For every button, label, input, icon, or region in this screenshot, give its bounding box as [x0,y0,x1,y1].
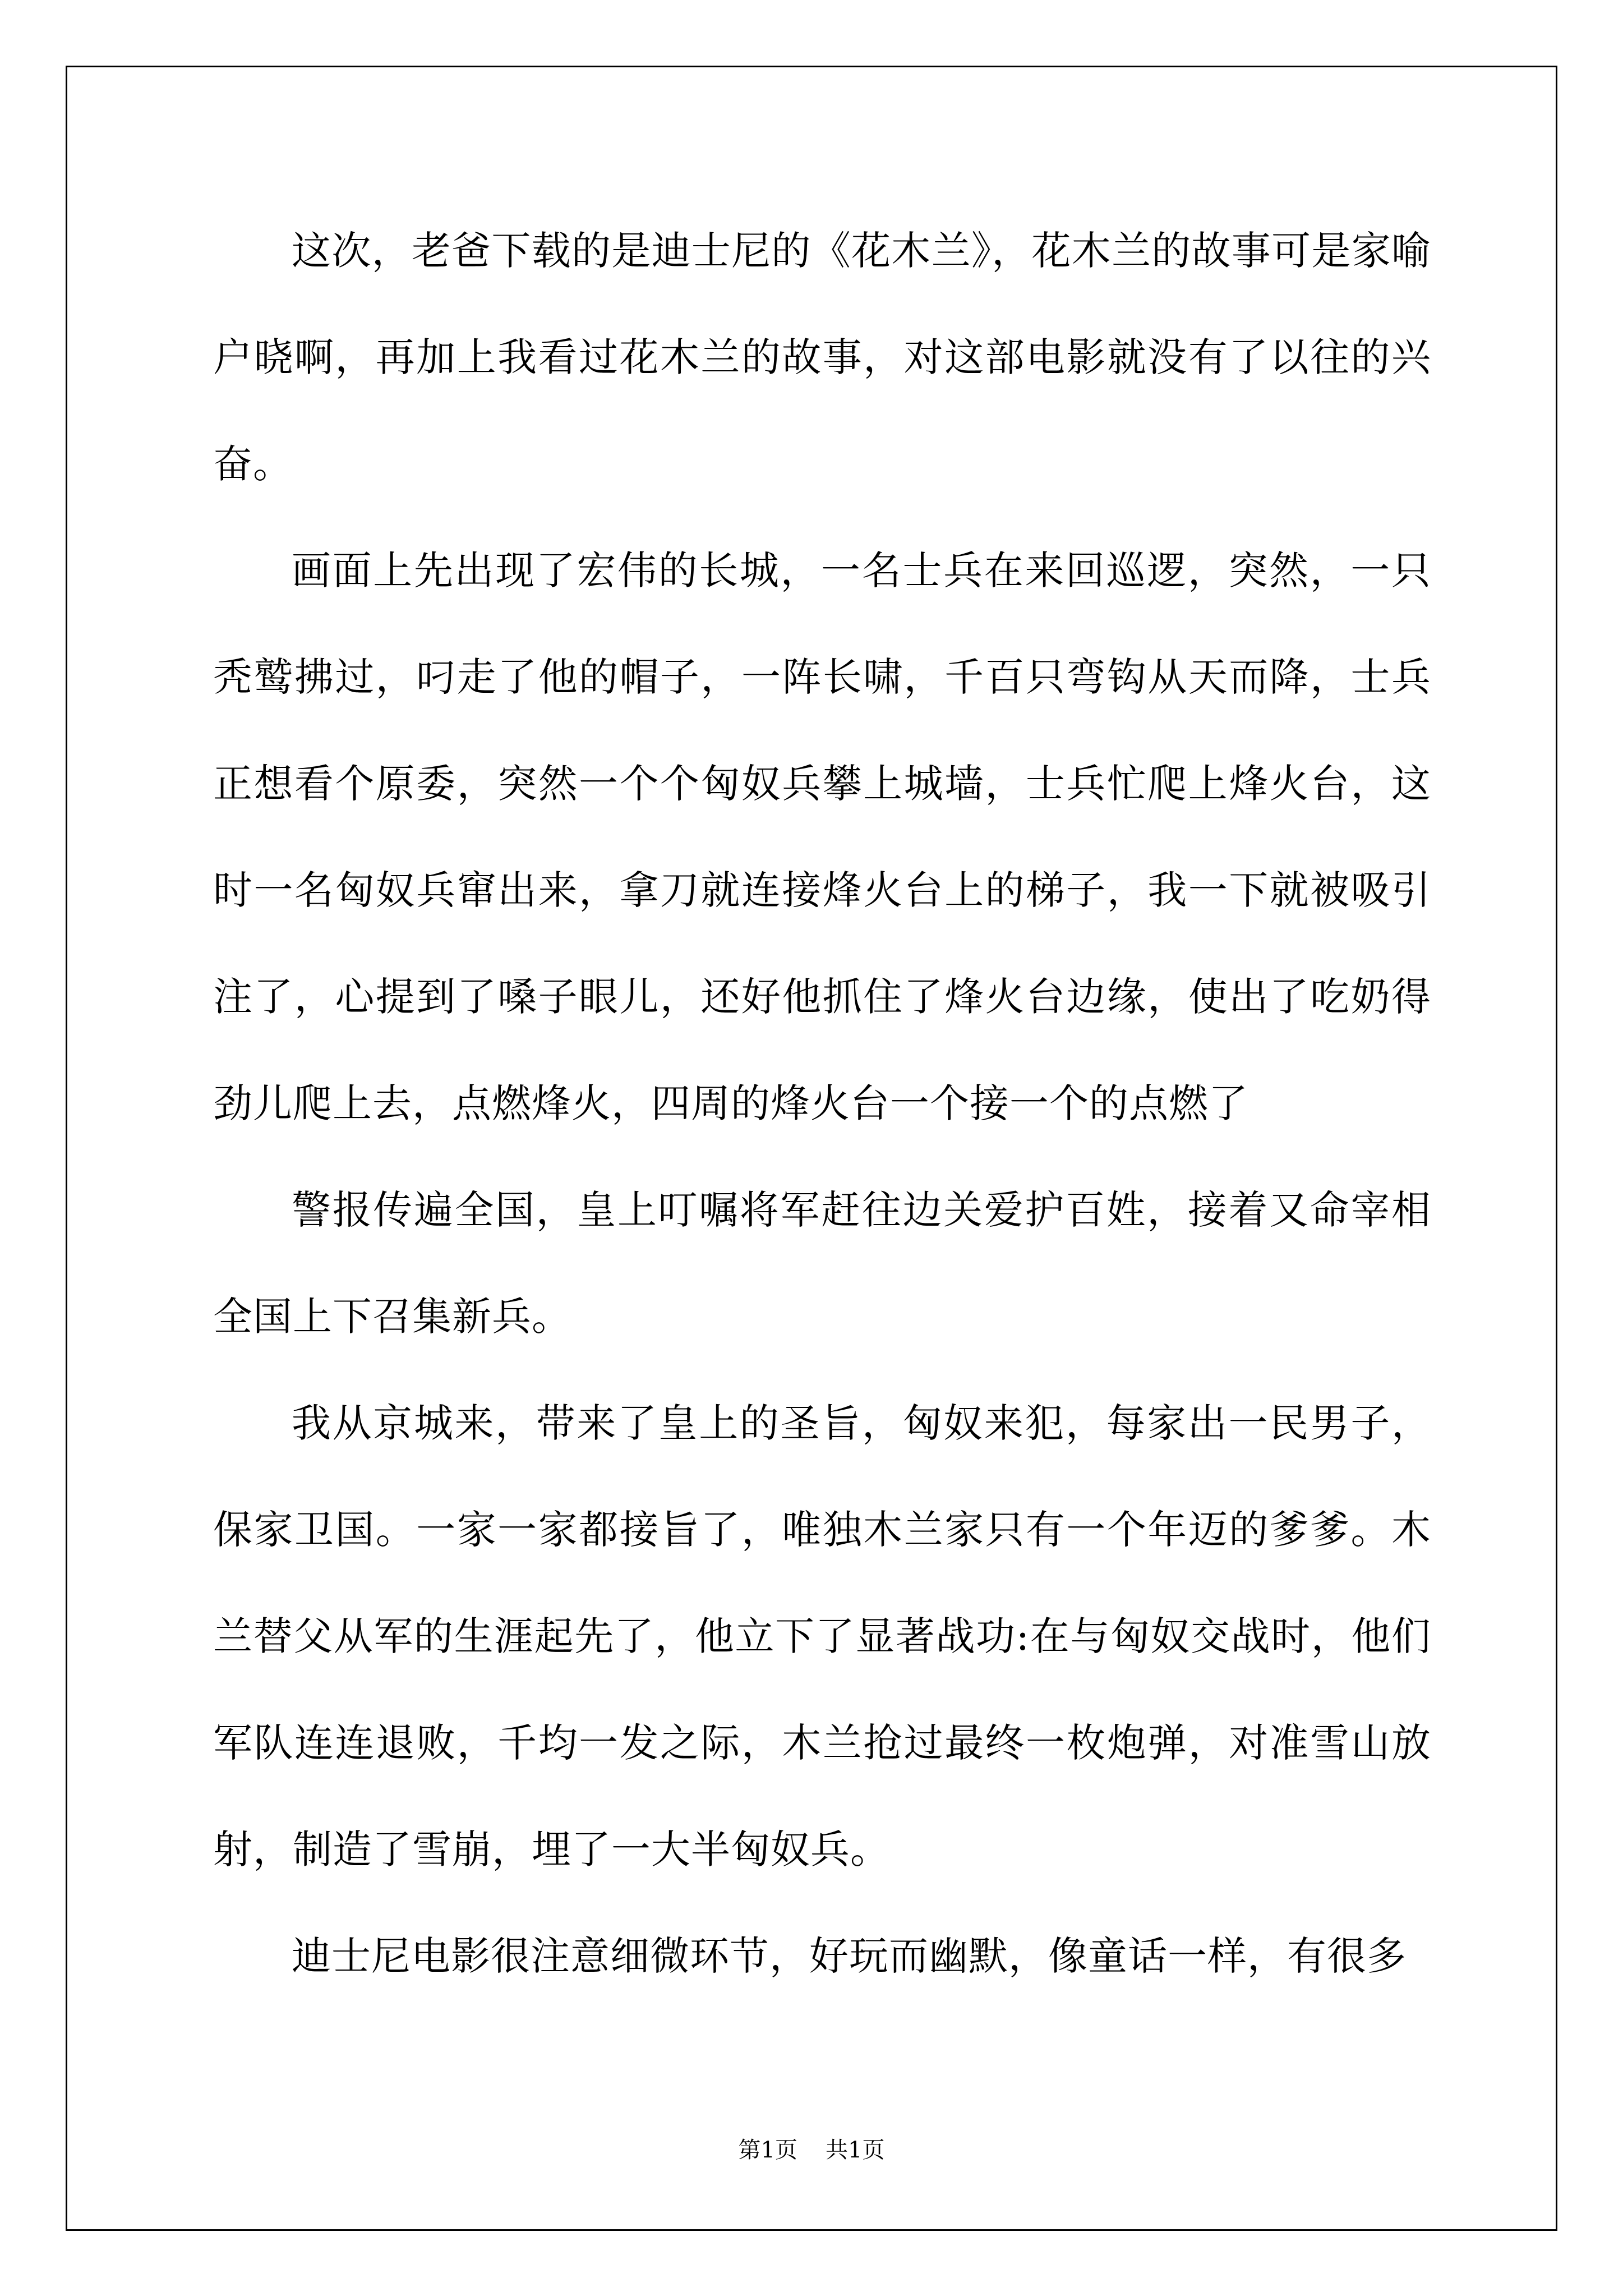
page-number-current: 第1页 [738,2137,797,2163]
document-body [213,197,1431,2049]
page-number-total: 共1页 [826,2137,885,2163]
paragraph-3: 警报传遍全国，皇上叮嘱将军赶往边关爱护百姓，接着又命宰相全国上下召集新兵。 [213,1187,1431,1340]
paragraph-1: 这次，老爸下载的是迪士尼的《花木兰》，花木兰的故事可是家喻户晓啊，再加上我看过花木兰的故事，对这部电影就没有了以往的兴奋。 [213,228,1431,487]
page-footer [0,2134,1623,2166]
paragraph-2: 画面上先出现了宏伟的长城，一名士兵在来回巡逻，突然，一只秃鹫拂过，叼走了他的帽子，一阵长啸，千百只弯钩从天而降，士兵正想看个原委，突然一个个匈奴兵攀上城墙，士兵忙爬上烽火台，这时一名匈奴兵窜出来，拿刀就连接烽火台上的梯子，我一下就被吸引注了，心提到了嗓子眼儿，还好他抓住了烽火台边缘，使出了吃奶得劲儿爬上去，点燃烽火，四周的烽火台一个接一个的点燃了 [213,547,1431,1126]
paragraph-5: 迪士尼电影很注意细微环节，好玩而幽默，像童话一样，有很多 [292,1933,1407,1979]
paragraph-4: 我从京城来，带来了皇上的圣旨，匈奴来犯，每家出一民男子，保家卫国。一家一家都接旨了，唯独木兰家只有一个年迈的爹爹。木兰替父从军的生涯起先了，他立下了显著战功:在与匈奴交战时，他们军队连连退败，千均一发之际，木兰抢过最终一枚炮弹，对准雪山放射，制造了雪崩，埋了一大半匈奴兵。 [213,1400,1431,1872]
